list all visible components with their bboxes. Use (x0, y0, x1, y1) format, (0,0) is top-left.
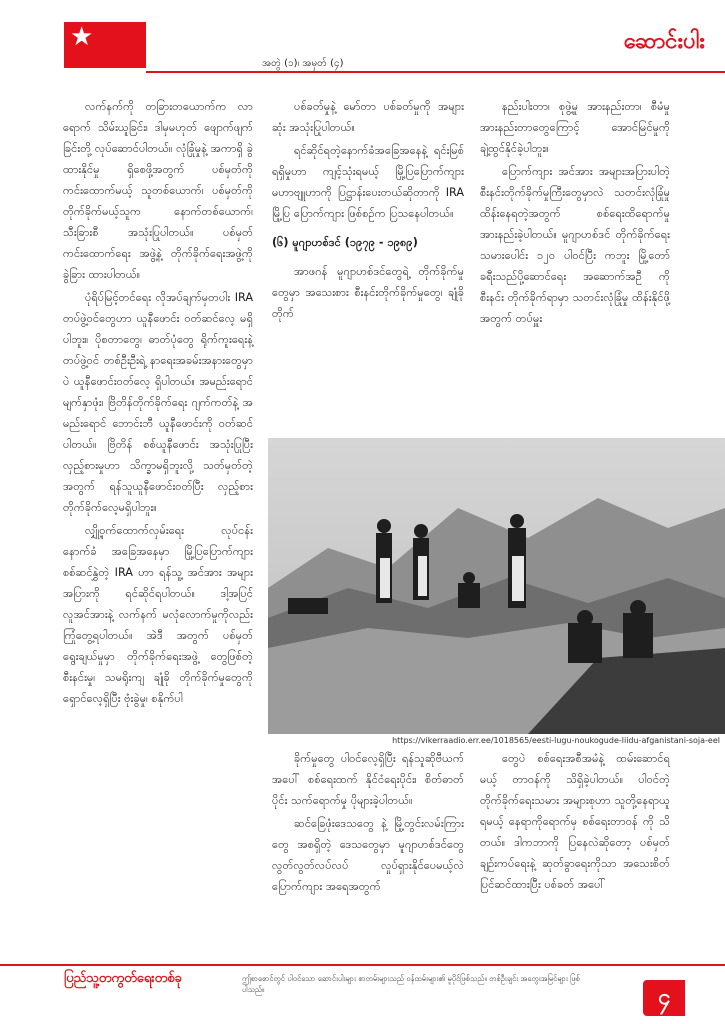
column-3 (480, 96, 670, 436)
paragraph: လက်နက်ကို တခြားတယောက်က လာရောက် သိမ်းယူခြင်း၊ ဒါမှမဟုတ် ဖျောက်ဖျက်ခြင်းတို့ လုပ်ဆောင်ပါတယ်။ လုံခြုံမှုနဲ့ အကာရှိ ခွဲထားနိုင်မှု ရှိစေဖို့အတွက် ပစ်မှတ်ကို ကင်းထောက်မယ့် သူတစ်ယောက်၊ ပစ်မှတ်ကို တိုက်ခိုက်မယ့်သူက နောက်တစ်ယောက်၊ သီးခြားစီ အသုံးပြုပါတယ်။ ပစ်မှတ် ကင်းထောက်ရေး အဖွဲ့နဲ့ တိုက်ခိုက်ရေးအဖွဲ့ကို ခွဲခြား ထားပါတယ်။ (63, 100, 253, 281)
paragraph: နည်းပါးတာ၊ စုဖွဲ့မှု အားနည်းတာ၊ စီမံမှု အားနည်းတာတွေကြောင့် အောင်မြင်မှုကို ချဲ့ထွင်နိုင်ခဲ့ပါဘူး။ (480, 100, 670, 155)
column-2-lower (272, 748, 464, 938)
mujahideen-photo (268, 438, 725, 734)
paragraph: ရင်ဆိုင်ရတဲ့နောက်ခံအခြေအနေနဲ့ ရင်းမြစ်ရရှိမှုဟာ ကျင့်သုံးရမယ့် မြို့ပြပြောက်ကျား မဟာဗျူဟာကို ပြဋ္ဌာန်းပေးတယ်ဆိုတာကို IRA မြို့ပြ ပြောက်ကျား ဖြစ်စဉ်က ပြသနေပါတယ်။ (272, 144, 464, 220)
section-title: ဆောင်းပါး (623, 29, 705, 54)
column-3-lower (480, 748, 670, 938)
header-rule (146, 71, 725, 73)
footer-rule (0, 964, 725, 966)
paragraph: ပြောက်ကျား အင်အား အများအပြားပါတဲ့ စီးနင်းတိုက်ခိုက်မှုကြီးတွေမှာလဲ သတင်းလုံခြုံမှု ထိန်းနေရတဲ့အတွက် စစ်ရေးထိရောက်မှု အားနည်းခဲ့ပါတယ်။ မူဂျာဟစ်ဒင် တိုက်ခိုက်ရေးသမားပေါင်း ၁၂၀ ပါဝင်ပြီး ကဘူး မြို့တော် ခရီးသည်ပို့ဆောင်ရေး အဆောက်အဦ ကို စီးနင်း တိုက်ခိုက်ရာမှာ သတင်းလုံခြုံမှု ထိန်းနိုင်ဖို့အတွက် တပ်မှူး (480, 165, 670, 325)
footer-note: ဤစာစောင်တွင် ပါဝင်သော ဆောင်းပါးများ စာတမ်းများသည် ဝန်ထမ်းများ၏ မူပိုင်ဖြစ်သည်။ တစ်ဦးချင်း အတွေးအမြင်များ ဖြစ်ပါသည်။ (242, 974, 580, 994)
brand-block (64, 22, 146, 68)
footer-logo: ပြည်သူ့တကွတ်ရေးတစ်ခု (64, 971, 182, 986)
column-1 (63, 96, 253, 944)
issue-number: အတွဲ (၁)၊ အမှတ် (၄) (262, 58, 344, 69)
paragraph: အာဖဂန် မူဂျာဟစ်ဒင်တွေရဲ့ တိုက်ခိုက်မှုတွေမှာ အသေးစား စီးနင်းတိုက်ခိုက်မှုတွေ၊ ချုံခို တိုက် (272, 265, 464, 320)
paragraph: ခိုက်မှုတွေ ပါဝင်လေ့ရှိပြီး ရန်သူဆိုဗီယက်အပေါ် စစ်ရေးထက် နိုင်ငံရေးပိုင်း၊ စိတ်ဓာတ်ပိုင်း သက်ရောက်မှု ပိုများခဲ့ပါတယ်။ (272, 752, 464, 807)
paragraph: တွေပဲ စစ်ရေးအစီအမံနဲ့ ထမ်းဆောင်ရမယ့် တာဝန်ကို သိရှိခဲ့ပါတယ်။ ပါဝင်တဲ့ တိုက်ခိုက်ရေးသမား အများစုဟာ သူတို့နေရာယူရမယ့် နေရာကိုရောက်မှ စစ်ရေးတာဝန် ကို သိတယ်။ ဒါကဘာကို ပြနေလဲဆိုတော့ ပစ်မှတ်ချဉ်းကပ်ရေးနဲ့ ဆုတ်ခွာရေးကိုသာ အသေးစိတ် ပြင်ဆင်ထားပြီး ပစ်ခတ် အပေါ် (480, 752, 670, 891)
paragraph: ပစ်ခတ်မှုနဲ့ မော်တာ ပစ်ခတ်မှုကို အများဆုံး အသုံးပြုပါတယ်။ (272, 100, 464, 134)
star-icon: ★ (70, 22, 94, 52)
paragraph: လျှို့ဝှက်ထောက်လှမ်းရေး လုပ်ငန်း နောက်ခံ အခြေအနေမှာ မြို့ပြပြောက်ကျား စစ်ဆင်နွှဲတဲ့ IRA ဟာ ရန်သူ့ အင်အား အများအပြားကို ရင်ဆိုင်ရပါတယ်။ ဒါ့အပြင် လူအင်အားနဲ့ လက်နက် မလုံလောက်မှုကိုလည်း ကြုံတွေ့ရပါတယ်။ အဲဒီ အတွက် ပစ်မှတ်ရွေးချယ်မှုမှာ တိုက်ခိုက်ရေးအဖွဲ့ တွေဖြစ်တဲ့ စီးနင်းမှု၊ သမရိုးကျ ချုံခို တိုက်ခိုက်မှုတွေကို ရှောင်လေ့ရှိပြီး ဗုံးခွဲမှု၊ စနိုက်ပါ (63, 524, 253, 705)
page-number: ၄ (643, 980, 685, 1016)
subheading: (၆) မူဂျာဟစ်ဒင် (၁၉၇၉ - ၁၉၈၉) (272, 236, 418, 249)
photo-caption: https://vikerraadio.err.ee/1018565/eesti-lugu-noukogude-liidu-afganistani-soja-eel (392, 736, 720, 745)
column-2 (272, 96, 464, 436)
page-header (0, 0, 725, 80)
paragraph: ပုံရိပ်မြင့်တင်ရေး လိုအပ်ချက်မှတပါး IRA တပ်ဖွဲ့ဝင်တွေဟာ ယူနီဖောင်း ဝတ်ဆင်လေ့ မရှိပါဘူး။ ပိုစတာတွေ၊ ဓာတ်ပုံတွေ ရိုက်ကူးရေးနဲ့ တပ်ဖွဲ့ဝင် တစ်ဦးဦးရဲ့ နာရေးအခမ်းအနားတွေမှာပဲ ယူနီဖောင်းဝတ်လေ့ ရှိပါတယ်။ အမည်းရောင် မျက်နှာဖုံး၊ ဗြိတိန်တိုက်ခိုက်ရေး ဂျက်ကတ်နဲ့ အမည်းရောင် ဘောင်းဘီ ယူနီဖောင်းကို ဝတ်ဆင်ပါတယ်။ ဗြိတိန် စစ်ယူနီဖောင်း အသုံးပြုပြီး လှည့်စားမှုဟာ သိက္ခာမရှိဘူးလို့ သတ်မှတ်တဲ့အတွက် ရန်သူယူနီဖောင်းဝတ်ပြီး လှည့်စား တိုက်ခိုက်လေ့မရှိပါဘူး။ (63, 291, 253, 514)
paragraph: ဆင်ခြေဖုံးဒေသတွေ နဲ့ မြို့တွင်းလမ်းကြားတွေ အစရှိတဲ့ ဒေသတွေမှာ မူဂျာဟစ်ဒင်တွေ လွတ်လွတ်လပ်လပ် လှုပ်ရှားနိုင်ပေမယ့်လဲ ပြောက်ကျား အရေအတွက် (272, 817, 464, 893)
page-footer (0, 958, 725, 1024)
